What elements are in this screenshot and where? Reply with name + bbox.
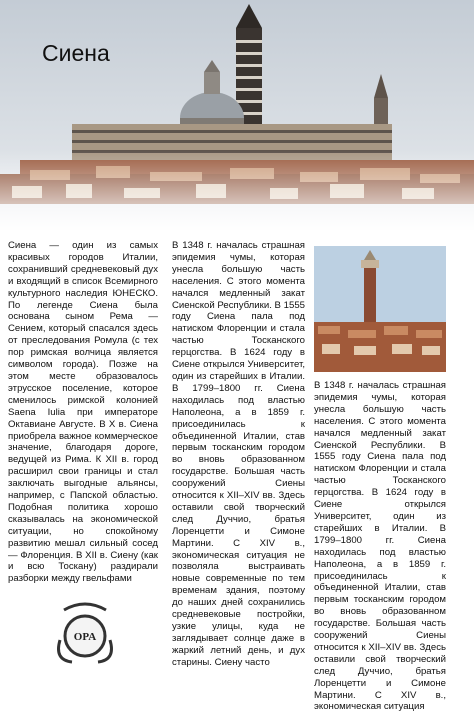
torre-del-mangia-photo (314, 246, 446, 372)
page-title: Сиена (42, 40, 110, 66)
opa-seal-icon (50, 600, 120, 668)
emblem-text: OPA (73, 631, 97, 643)
column-3-text: В 1348 г. началась страшная эпидемия чумы, которая унесла большую часть населения. С этого момента начался медленный закат Сиенской Республики. В 1555 году Сиена пала под натиском Флоренции и стала частью Тосканского герцогства. В 1624 году в Сиене открылся Университет, один из старейших в Италии. В 1799–1800 гг. Сиена находилась под властью Наполеона, а в 1859 г. присоединилась к объединенной Италии, став первым тосканским городом во вновь образованном государстве. Большая часть сооружений Сиены относится к XII–XIV вв. Здесь оставили свой творческий след Дуччио, братья Лоренцетти и Симоне Мартини. С XIV в., экономическая ситуация (314, 380, 446, 713)
siena-cathedral-photo (0, 0, 474, 232)
text-column-1 (8, 240, 158, 585)
torre-photo (314, 246, 446, 372)
text-column-2 (172, 240, 305, 669)
text-column-3 (314, 380, 446, 713)
hero-image (0, 0, 474, 232)
column-2-text: В 1348 г. началась страшная эпидемия чумы, которая унесла большую часть населения. С этого момента начался медленный закат Сиенской Республики. В 1555 году Сиена пала под натиском Флоренции и стала частью Тосканского герцогства. В 1624 году в Сиене открылся Университет, один из старейших в Италии. В 1799–1800 гг. Сиена находилась под властью Наполеона, а в 1859 г. присоединилась к объединенной Италии, став первым тосканским городом во вновь образованном государстве. Большая часть сооружений Сиены относится к XII–XIV вв. Здесь оставили свой творческий след Дуччио, братья Лоренцетти и Симоне Мартини. С XIV в., экономическая ситуация не позволяла выстраивать новые современные по тем временам здания, поэтому до наших дней сохранились средневековые постройки, узкие улицы, куда не заглядывает солнце даже в жаркий летний день, и дух старины. Сиену часто (172, 240, 305, 668)
emblem (50, 600, 120, 668)
column-1-text: Сиена — один из самых красивых городов Италии, сохранивший средневековый дух и входящий в список Всемирного культурного наследия ЮНЕСКО. По легенде Сиена была основана сыном Рема — Сением, который спасался здесь от преследования Ромула (с тех пор римская волчица является символом города). Позже на этом месте образовалось этрусское поселение, которое сменилось римской колонией Saena Iulia при императоре Октавиане Августе. В X в. Сиена приобрела важное коммерческое значение, благодаря дороге, ведущей из Рима. К XII в. город расширил свои границы и стал заключать выгодные альянсы, например, с Папской областью. Подобная политика хорошо сказывалась на экономической ситуации, но спокойному развитию мешал сильный сосед — Флоренция. В XII в. Сиену (как и всю Тоскану) раздирали разборки между гвельфами (8, 240, 158, 585)
